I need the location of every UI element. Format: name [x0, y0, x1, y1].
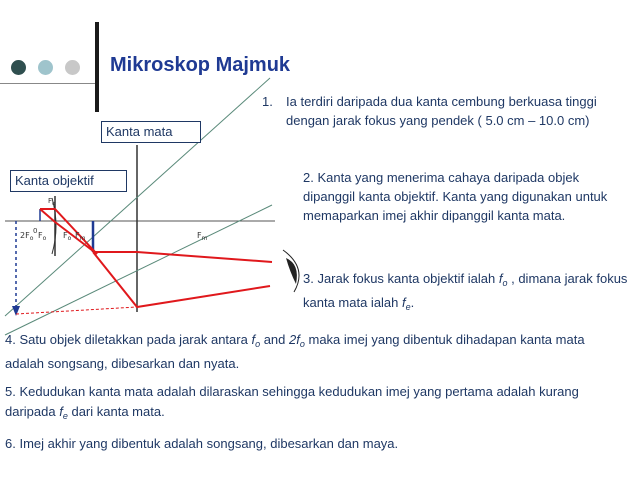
point-5-fsub: e [62, 411, 68, 421]
point-3-f2sub: e [405, 302, 411, 312]
label-fm-right: $F_m$ [197, 231, 208, 242]
point-5-f: f [59, 404, 63, 419]
point-4-2fsub: o [299, 339, 305, 349]
point-5-part-a: 5. Kedudukan kanta mata adalah dilaraskan sehingga kedudukan imej yang pertama adalah kurang daripada [5, 384, 579, 419]
point-4-f: f [251, 332, 256, 347]
point-3-part-a: 3. Jarak fokus kanta objektif ialah [303, 271, 499, 286]
label-kanta-objektif: Kanta objektif [10, 170, 127, 192]
label-fo-top: $F_o$ [48, 197, 56, 207]
point-4-text [5, 330, 605, 374]
point-2-text: 2. Kanta yang menerima cahaya daripada objek dipanggil kanta objektif. Kanta yang digunakan untuk memaparkan imej akhir dipanggil kanta mata. [303, 170, 608, 223]
slide-title: Mikroskop Majmuk [110, 54, 291, 76]
label-o-mark: 0 [33, 227, 38, 235]
point-4-fsub: o [255, 339, 261, 349]
point-5-text [5, 382, 625, 426]
final-image-arrowhead [12, 306, 20, 316]
label-kanta-mata: Kanta mata [101, 121, 201, 143]
ray-objective-2 [40, 209, 97, 254]
point-3-fsub: o [502, 278, 508, 288]
label-fo-mid: $F_o$ [63, 231, 72, 242]
point-6-text: 6. Imej akhir yang dibentuk adalah songsang, dibesarkan dan maya. [5, 436, 399, 451]
point-5-part-b: dari kanta mata. [67, 404, 165, 419]
virtual-ray [16, 307, 137, 314]
point-3-text [303, 269, 633, 317]
ray-eyepiece-1 [93, 252, 272, 262]
point-4-2f: 2f [289, 332, 300, 347]
point-4-part-a: 4. Satu objek diletakkan pada jarak antara [5, 332, 252, 347]
construction-line-2 [5, 205, 272, 335]
label-2fo: $2F_o$ [20, 231, 34, 242]
point-4-part-c: maka imej yang dibentuk dihadapan kanta mata adalah songsang, dibesarkan dan nyata. [5, 332, 585, 371]
label-fm-mid: $F_m$ [75, 231, 86, 242]
point-1-text: Ia terdiri daripada dua kanta cembung berkuasa tinggi dengan jarak fokus yang pendek ( 5.0 cm – 10.0 cm) [286, 94, 597, 128]
point-3-part-b: , dimana jarak fokus kanta mata ialah [303, 271, 628, 310]
point-1-number: 1. [262, 94, 273, 109]
point-3-f: f [498, 271, 503, 286]
point-3-part-c: . [410, 295, 415, 310]
point-3-f2: f [402, 295, 406, 310]
point-4-part-b: and [260, 332, 290, 347]
label-fo-left: $F_o$ [38, 231, 47, 242]
